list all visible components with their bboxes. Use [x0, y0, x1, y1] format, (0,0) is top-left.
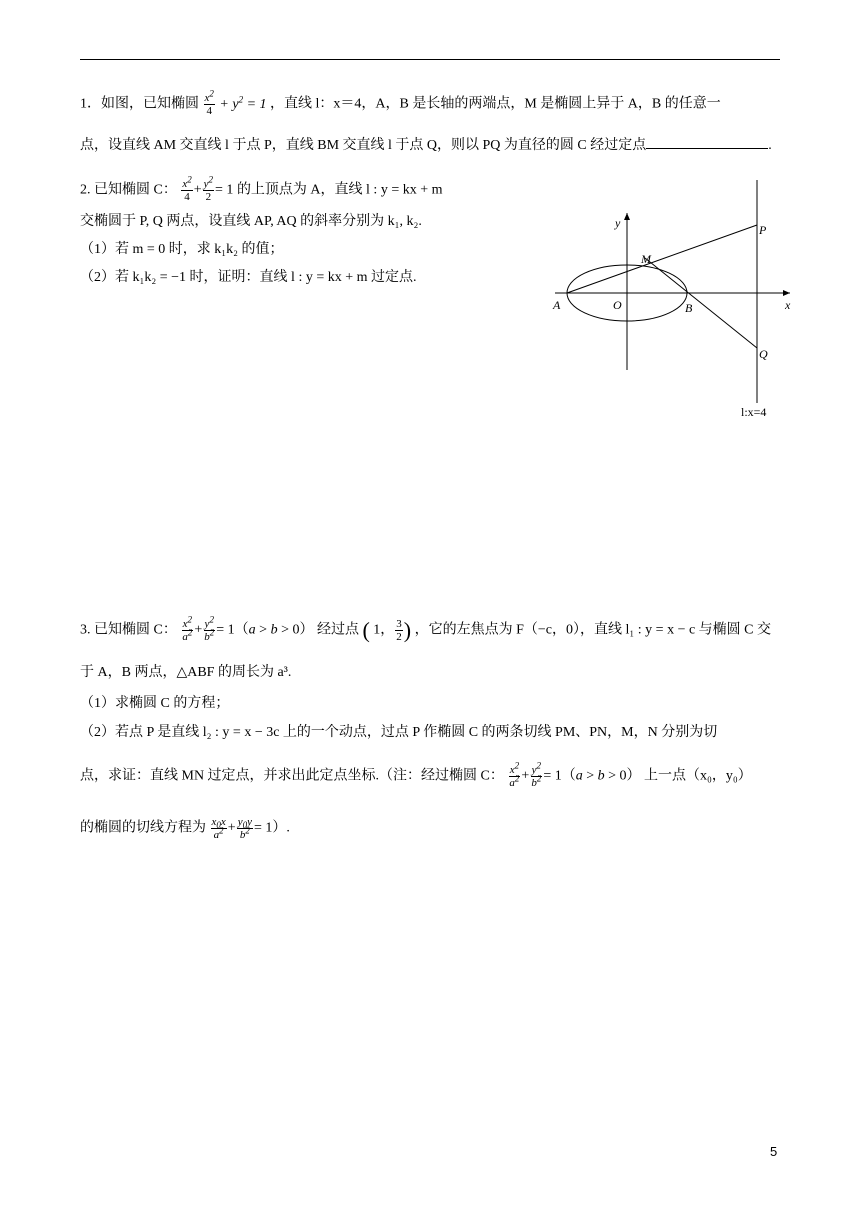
- label-M: M: [641, 252, 651, 266]
- label-y: y: [615, 216, 621, 230]
- x-axis-arrow: [783, 290, 790, 296]
- q3-line2: 于 A，B 两点，△ABF 的周长为 a³.: [80, 665, 292, 680]
- header-rule: [80, 59, 780, 60]
- q1-ellipse-fraction: $\frac{x^2}{4}$: [204, 88, 214, 117]
- q3-item2: （2）若点 P 是直线 l₂ : y = x − 3c 上的一个动点，过点 P 作椭圆 C 的两条切线 PM、PN，M，N 分别为切: [80, 725, 718, 740]
- q3-line6: 的椭圆的切线方程为 $\frac{x_0x}{a^2}$ + $\frac{y_0y}{b^2}$ = 1）.: [80, 816, 290, 841]
- page-number: 5: [770, 1144, 778, 1159]
- q2-line2: 交椭圆于 P, Q 两点，设直线 AP, AQ 的斜率分别为 k₁, k₂.: [80, 214, 422, 229]
- q2-item1: （1）若 m = 0 时，求 k₁k₂ 的值；: [80, 242, 284, 257]
- label-P: P: [759, 223, 767, 237]
- label-Q: Q: [759, 347, 768, 361]
- label-line-l: l:x=4: [741, 405, 767, 419]
- label-x: x: [785, 298, 791, 312]
- y-axis-arrow: [624, 213, 630, 220]
- q2-item2: （2）若 k₁k₂ = −1 时，证明：直线 l : y = kx + m 过定点.: [80, 270, 417, 285]
- line-AP: [567, 225, 757, 293]
- q3-item1: （1）求椭圆 C 的方程；: [80, 696, 230, 711]
- q2-line1: 2. 已知椭圆 C： $\frac{x^2}{4}$ + $\frac{y^2}{2}$ = 1 的上顶点为 A，直线 l : y = kx + m: [80, 174, 443, 203]
- q3-line1: 3. 已知椭圆 C： $\frac{x^2}{a^2}$ + $\frac{y^2}{b^2}$ = 1（a > b > 0） 经过点 ( 1， $\frac{3}{2}$ ) ，它的左焦点为 F（−c，0），直线 l₁ : y = x − c 与椭圆 C 交: [80, 614, 772, 643]
- label-O: O: [613, 298, 622, 312]
- q3-line5: 点，求证：直线 MN 过定点，并求出此定点坐标.（注：经过椭圆 C： $\frac{x^2}{a^2}$ + $\frac{y^2}{b^2}$ = 1（a > b > 0） 上一点（x₀，y₀）: [80, 760, 752, 789]
- ellipse-figure: [545, 175, 805, 430]
- q1-line2: 点，设直线 AM 交直线 l 于点 P，直线 BM 交直线 l 于点 Q，则以 PQ 为直径的圆 C 经过定点 .: [80, 138, 772, 153]
- label-A: A: [553, 298, 561, 312]
- line-MQ: [645, 258, 757, 348]
- answer-blank[interactable]: [646, 136, 768, 149]
- label-B: B: [685, 301, 693, 315]
- q1-line1: 1．如图，已知椭圆 $\frac{x^2}{4}$ + $y^2 = 1$ ，直线 l：x＝4，A，B 是长轴的两端点，M 是椭圆上异于 A，B 的任意一: [80, 88, 721, 117]
